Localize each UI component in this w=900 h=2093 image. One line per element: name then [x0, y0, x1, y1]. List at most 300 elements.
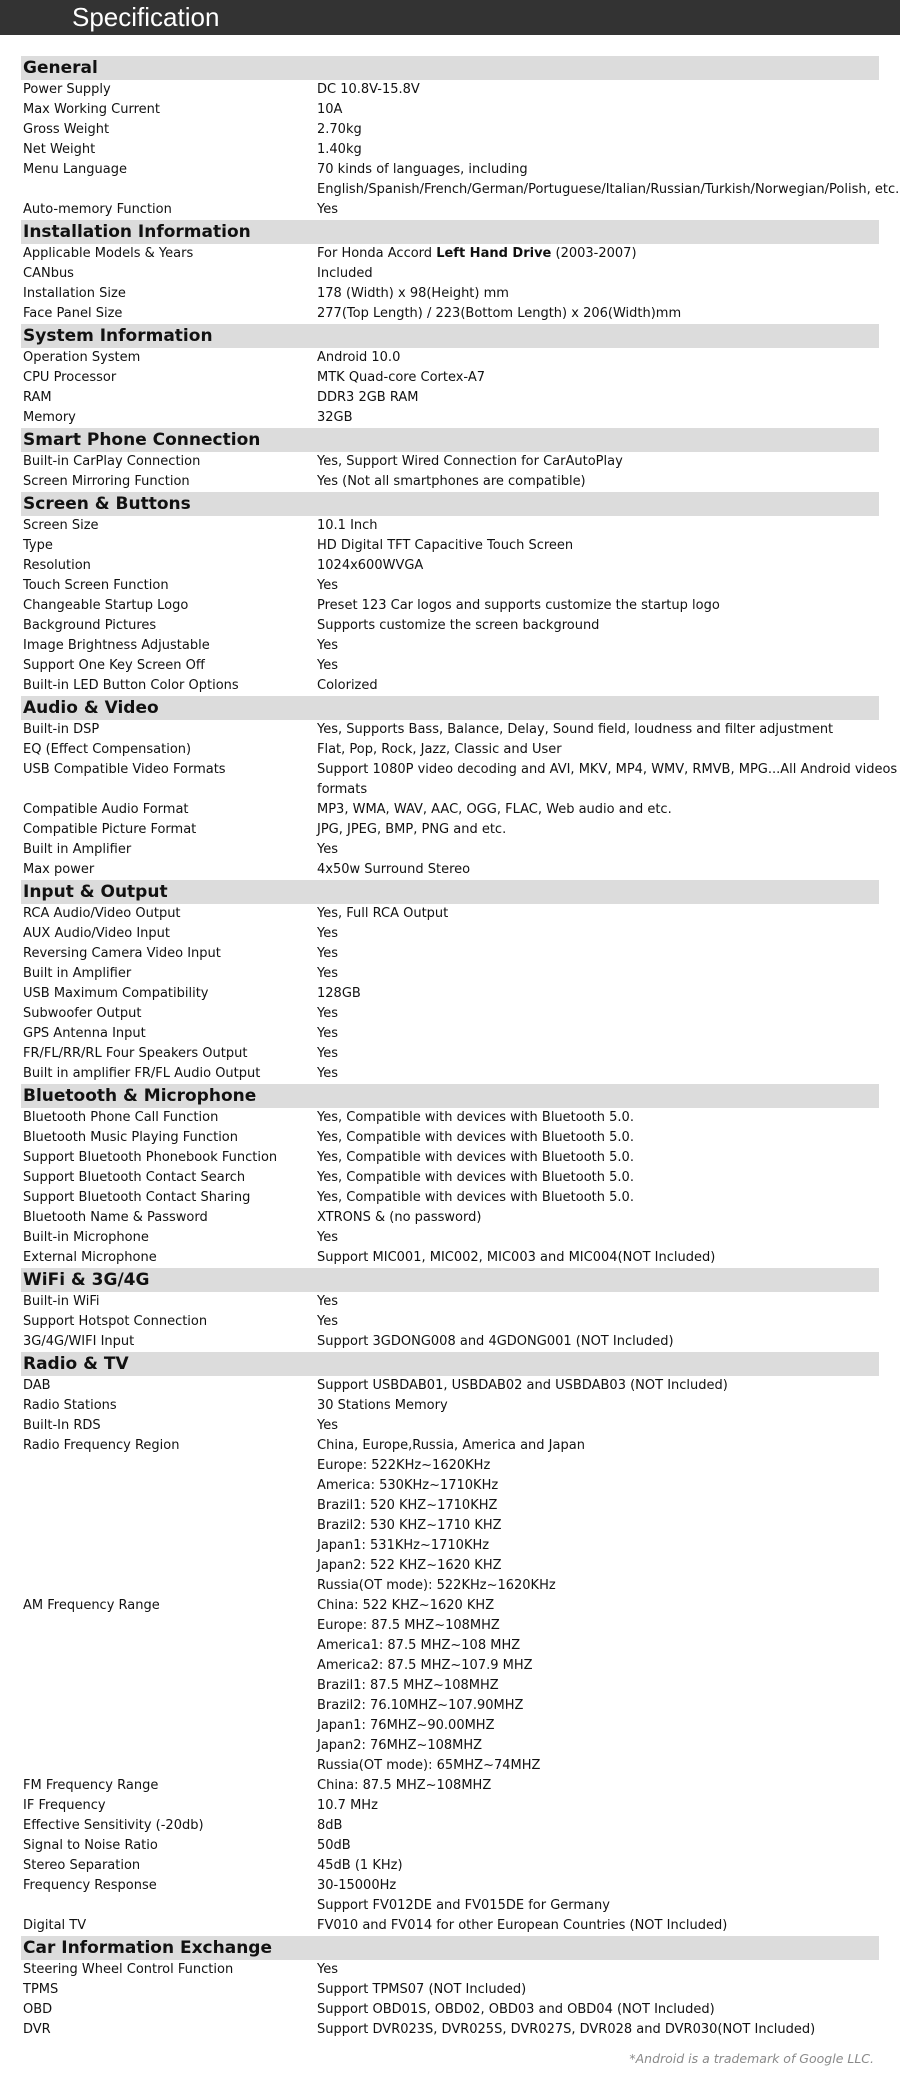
spec-row	[21, 1188, 879, 1208]
spec-value	[317, 472, 879, 492]
spec-value	[317, 1228, 879, 1248]
spec-row	[21, 984, 879, 1004]
spec-value-line: Colorized	[317, 678, 378, 693]
spec-value-line: Support 1080P video decoding and AVI, MKV, MP4, WMV, RMVB, MPG...All Android videos	[317, 762, 898, 777]
spec-label: Bluetooth Music Playing Function	[23, 1130, 239, 1145]
spec-row	[21, 556, 879, 576]
spec-value-line: 10A	[317, 102, 343, 117]
spec-value-line: Europe: 522KHz~1620KHz	[317, 1458, 491, 1473]
spec-label: USB Maximum Compatibility	[23, 986, 209, 1001]
spec-value	[317, 656, 879, 676]
spec-value	[317, 1396, 879, 1416]
spec-row	[21, 720, 879, 740]
spec-row	[21, 1776, 879, 1796]
spec-value	[317, 760, 897, 800]
spec-value	[317, 1596, 879, 1776]
spec-value-line: 50dB	[317, 1838, 351, 1853]
spec-value-line: Yes, Support Wired Connection for CarAutoPlay	[317, 454, 623, 469]
spec-value-line: Yes	[317, 926, 338, 941]
spec-value	[317, 1796, 879, 1816]
spec-value	[317, 1168, 879, 1188]
spec-row	[21, 120, 879, 140]
spec-value	[317, 1188, 879, 1208]
spec-label: FR/FL/RR/RL Four Speakers Output	[23, 1046, 248, 1061]
section-general	[21, 56, 900, 220]
section-screen-buttons	[21, 492, 879, 696]
spec-value-line: Brazil1: 87.5 MHZ~108MHZ	[317, 1678, 499, 1693]
spec-label: DAB	[23, 1378, 51, 1393]
spec-row	[21, 368, 879, 388]
spec-value	[317, 2020, 879, 2040]
spec-label: Effective Sensitivity (-20db)	[23, 1818, 204, 1833]
spec-row	[21, 200, 879, 220]
spec-label: Frequency Response	[23, 1878, 157, 1893]
spec-value-line: Russia(OT mode): 65MHZ~74MHZ	[317, 1758, 541, 1773]
spec-row	[21, 160, 900, 200]
spec-row	[21, 1228, 879, 1248]
spec-label: DVR	[23, 2022, 51, 2037]
spec-value	[317, 284, 879, 304]
spec-row	[21, 388, 879, 408]
spec-value	[317, 984, 879, 1004]
spec-row	[21, 656, 879, 676]
spec-row	[21, 348, 879, 368]
spec-value-line: Support MIC001, MIC002, MIC003 and MIC004(NOT Included)	[317, 1250, 716, 1265]
spec-label: Stereo Separation	[23, 1858, 141, 1873]
spec-value	[317, 100, 879, 120]
spec-label: USB Compatible Video Formats	[23, 762, 226, 777]
spec-label: Changeable Startup Logo	[23, 598, 189, 613]
spec-label: Type	[23, 538, 53, 553]
spec-row	[21, 1024, 879, 1044]
spec-label: EQ (Effect Compensation)	[23, 742, 192, 757]
spec-row	[21, 740, 879, 760]
spec-row	[21, 100, 879, 120]
specification-table	[21, 56, 900, 2040]
spec-value	[317, 1208, 879, 1228]
spec-value-line: 128GB	[317, 986, 361, 1001]
spec-label: Touch Screen Function	[23, 578, 169, 593]
section-heading: Smart Phone Connection	[21, 428, 879, 452]
spec-value-line: HD Digital TFT Capacitive Touch Screen	[317, 538, 574, 553]
spec-label: Compatible Picture Format	[23, 822, 197, 837]
spec-value-line: Yes	[317, 1418, 338, 1433]
spec-value-line: 178 (Width) x 98(Height) mm	[317, 286, 509, 301]
spec-label: Radio Frequency Region	[23, 1438, 180, 1453]
spec-label: Built-in CarPlay Connection	[23, 454, 201, 469]
section-installation-information	[21, 220, 879, 324]
spec-label: RCA Audio/Video Output	[23, 906, 181, 921]
spec-value-line: Yes	[317, 658, 338, 673]
spec-value-line: 45dB (1 KHz)	[317, 1858, 403, 1873]
spec-row	[21, 304, 879, 324]
spec-label: Signal to Noise Ratio	[23, 1838, 158, 1853]
spec-value-line: DDR3 2GB RAM	[317, 390, 419, 405]
spec-value-line: Preset 123 Car logos and supports customize the startup logo	[317, 598, 720, 613]
spec-value-line: Japan1: 76MHZ~90.00MHZ	[317, 1718, 495, 1733]
spec-value	[317, 244, 879, 264]
spec-row	[21, 1248, 879, 1268]
spec-row	[21, 1436, 879, 1596]
page-title: Specification	[72, 2, 220, 32]
spec-value	[317, 200, 879, 220]
spec-row	[21, 244, 879, 264]
spec-row	[21, 800, 879, 820]
spec-label: Steering Wheel Control Function	[23, 1962, 234, 1977]
spec-label: Built-in LED Button Color Options	[23, 678, 239, 693]
spec-value-line: China, Europe,Russia, America and Japan	[317, 1438, 585, 1453]
spec-value	[317, 944, 879, 964]
spec-value-line: Support DVR023S, DVR025S, DVR027S, DVR028 and DVR030(NOT Included)	[317, 2022, 816, 2037]
spec-label: Power Supply	[23, 82, 111, 97]
spec-value	[317, 1292, 879, 1312]
spec-row	[21, 1980, 879, 2000]
spec-value-line: Yes	[317, 1962, 338, 1977]
spec-value	[317, 1312, 879, 1332]
spec-value	[317, 304, 879, 324]
spec-row	[21, 904, 879, 924]
section-radio-tv	[21, 1352, 879, 1936]
spec-value-line: 10.7 MHz	[317, 1798, 378, 1813]
spec-value	[317, 160, 899, 200]
spec-row	[21, 676, 879, 696]
spec-row	[21, 1396, 879, 1416]
spec-value-line: America: 530KHz~1710KHz	[317, 1478, 499, 1493]
spec-row	[21, 1004, 879, 1024]
spec-row	[21, 596, 879, 616]
spec-value-line: Yes	[317, 842, 338, 857]
spec-value	[317, 1416, 879, 1436]
spec-row	[21, 1168, 879, 1188]
spec-label: Applicable Models & Years	[23, 246, 194, 261]
spec-row	[21, 576, 879, 596]
spec-value-line: Yes	[317, 1026, 338, 1041]
spec-value	[317, 1108, 879, 1128]
section-heading: Audio & Video	[21, 696, 879, 720]
spec-value	[317, 596, 879, 616]
footnote: *Android is a trademark of Google LLC.	[629, 2051, 874, 2066]
spec-row	[21, 1796, 879, 1816]
spec-value-line: English/Spanish/French/German/Portuguese/Italian/Russian/Turkish/Norwegian/Polish, etc.	[317, 182, 900, 197]
spec-value-line: Yes	[317, 578, 338, 593]
spec-value-line: Brazil2: 76.10MHZ~107.90MHZ	[317, 1698, 524, 1713]
spec-label: Image Brightness Adjustable	[23, 638, 210, 653]
spec-row	[21, 760, 898, 800]
spec-value	[317, 1816, 879, 1836]
spec-value	[317, 964, 879, 984]
spec-value	[317, 1148, 879, 1168]
spec-value-line: America2: 87.5 MHZ~107.9 MHZ	[317, 1658, 533, 1673]
spec-label: Max Working Current	[23, 102, 160, 117]
spec-value-line: formats	[317, 782, 368, 797]
spec-value	[317, 1916, 879, 1936]
spec-value-line: Yes, Full RCA Output	[317, 906, 449, 921]
spec-value	[317, 1376, 879, 1396]
spec-value-line: China: 87.5 MHZ~108MHZ	[317, 1778, 492, 1793]
spec-row	[21, 860, 879, 880]
spec-value	[317, 388, 879, 408]
spec-row	[21, 636, 879, 656]
spec-value-line: 32GB	[317, 410, 353, 425]
spec-row	[21, 1856, 879, 1876]
section-system-information	[21, 324, 879, 428]
spec-value-line: FV010 and FV014 for other European Countries (NOT Included)	[317, 1918, 728, 1933]
spec-value-line: 70 kinds of languages, including	[317, 162, 528, 177]
spec-row	[21, 408, 879, 428]
spec-value-line: 30-15000Hz	[317, 1878, 397, 1893]
spec-value-line: 1.40kg	[317, 142, 362, 157]
spec-value-line: 277(Top Length) / 223(Bottom Length) x 206(Width)mm	[317, 306, 682, 321]
spec-value-line: For Honda Accord Left Hand Drive (2003-2007)	[317, 246, 637, 261]
spec-value-line: Support USBDAB01, USBDAB02 and USBDAB03 (NOT Included)	[317, 1378, 728, 1393]
spec-label: Auto-memory Function	[23, 202, 172, 217]
spec-label: Subwoofer Output	[23, 1006, 142, 1021]
spec-row	[21, 284, 879, 304]
spec-value	[317, 1044, 879, 1064]
emphasis-text: Left Hand Drive	[436, 246, 552, 261]
spec-value-line: Yes, Compatible with devices with Bluetooth 5.0.	[317, 1170, 634, 1185]
spec-label: FM Frequency Range	[23, 1778, 159, 1793]
spec-value-line: Yes	[317, 946, 338, 961]
spec-row	[21, 1836, 879, 1856]
section-heading: Input & Output	[21, 880, 879, 904]
spec-value-line: Yes	[317, 1230, 338, 1245]
spec-value	[317, 636, 879, 656]
spec-row	[21, 1916, 879, 1936]
spec-row	[21, 2000, 879, 2020]
spec-value-line: JPG, JPEG, BMP, PNG and etc.	[317, 822, 507, 837]
spec-value	[317, 2000, 879, 2020]
spec-value-line: XTRONS & (no password)	[317, 1210, 482, 1225]
spec-value	[317, 536, 879, 556]
spec-value-line: Yes	[317, 1066, 338, 1081]
spec-label: Built in Amplifier	[23, 966, 132, 981]
spec-label: TPMS	[23, 1982, 59, 1997]
spec-label: Radio Stations	[23, 1398, 117, 1413]
spec-value-line: 10.1 Inch	[317, 518, 378, 533]
spec-value-line: Android 10.0	[317, 350, 401, 365]
spec-label: Compatible Audio Format	[23, 802, 189, 817]
spec-label: Support Bluetooth Phonebook Function	[23, 1150, 278, 1165]
spec-value	[317, 720, 879, 740]
spec-value	[317, 408, 879, 428]
spec-label: Built-in Microphone	[23, 1230, 149, 1245]
spec-label: Support One Key Screen Off	[23, 658, 205, 673]
spec-value	[317, 616, 879, 636]
spec-value-line: Support FV012DE and FV015DE for Germany	[317, 1898, 610, 1913]
spec-row	[21, 516, 879, 536]
spec-value-line: Support TPMS07 (NOT Included)	[317, 1982, 527, 1997]
spec-label: Background Pictures	[23, 618, 157, 633]
spec-value-line: Supports customize the screen background	[317, 618, 600, 633]
spec-value-line: Russia(OT mode): 522KHz~1620KHz	[317, 1578, 556, 1593]
spec-label: RAM	[23, 390, 52, 405]
spec-label: Support Hotspot Connection	[23, 1314, 208, 1329]
spec-value	[317, 924, 879, 944]
spec-value	[317, 120, 879, 140]
spec-value	[317, 576, 879, 596]
spec-label: AM Frequency Range	[23, 1598, 160, 1613]
spec-value	[317, 860, 879, 880]
spec-value	[317, 1836, 879, 1856]
spec-label: Built-In RDS	[23, 1418, 101, 1433]
spec-value	[317, 1876, 879, 1916]
spec-value-line: Yes, Compatible with devices with Bluetooth 5.0.	[317, 1130, 634, 1145]
spec-row	[21, 840, 879, 860]
spec-row	[21, 80, 879, 100]
spec-value	[317, 1128, 879, 1148]
spec-value	[317, 264, 879, 284]
spec-value-line: Flat, Pop, Rock, Jazz, Classic and User	[317, 742, 562, 757]
spec-row	[21, 1044, 879, 1064]
spec-value	[317, 740, 879, 760]
spec-label: Gross Weight	[23, 122, 110, 137]
spec-label: Support Bluetooth Contact Sharing	[23, 1190, 251, 1205]
spec-label: GPS Antenna Input	[23, 1026, 146, 1041]
spec-value	[317, 676, 879, 696]
section-heading: Car Information Exchange	[21, 1936, 879, 1960]
spec-value	[317, 1960, 879, 1980]
spec-value-line: Included	[317, 266, 373, 281]
spec-label: Reversing Camera Video Input	[23, 946, 221, 961]
spec-row	[21, 1376, 879, 1396]
spec-value-line: America1: 87.5 MHZ~108 MHZ	[317, 1638, 521, 1653]
spec-value-line: 30 Stations Memory	[317, 1398, 448, 1413]
spec-label: Support Bluetooth Contact Search	[23, 1170, 246, 1185]
spec-value	[317, 1024, 879, 1044]
spec-row	[21, 264, 879, 284]
spec-row	[21, 1332, 879, 1352]
section-heading: Bluetooth & Microphone	[21, 1084, 879, 1108]
spec-label: Resolution	[23, 558, 91, 573]
section-heading: Radio & TV	[21, 1352, 879, 1376]
spec-value-line: DC 10.8V-15.8V	[317, 82, 420, 97]
section-smart-phone-connection	[21, 428, 879, 492]
spec-value	[317, 556, 879, 576]
spec-value-line: Yes, Compatible with devices with Bluetooth 5.0.	[317, 1190, 634, 1205]
spec-value-line: Europe: 87.5 MHZ~108MHZ	[317, 1618, 500, 1633]
spec-label: AUX Audio/Video Input	[23, 926, 170, 941]
spec-value	[317, 516, 879, 536]
spec-label: Installation Size	[23, 286, 126, 301]
section-input-output	[21, 880, 879, 1084]
spec-value	[317, 1064, 879, 1084]
spec-row	[21, 2020, 879, 2040]
spec-row	[21, 1876, 879, 1916]
spec-value	[317, 452, 879, 472]
spec-label: Max power	[23, 862, 95, 877]
spec-value-line: 8dB	[317, 1818, 343, 1833]
spec-value-line: 2.70kg	[317, 122, 362, 137]
spec-label: Screen Mirroring Function	[23, 474, 190, 489]
spec-row	[21, 536, 879, 556]
section-heading: General	[21, 56, 879, 80]
spec-label: CANbus	[23, 266, 74, 281]
section-car-information-exchange	[21, 1936, 879, 2040]
spec-value	[317, 1980, 879, 2000]
spec-value	[317, 1004, 879, 1024]
spec-label: External Microphone	[23, 1250, 157, 1265]
spec-row	[21, 472, 879, 492]
spec-row	[21, 1108, 879, 1128]
spec-row	[21, 944, 879, 964]
spec-row	[21, 1596, 879, 1776]
spec-row	[21, 1292, 879, 1312]
spec-label: Built-in DSP	[23, 722, 100, 737]
spec-row	[21, 1208, 879, 1228]
spec-label: Operation System	[23, 350, 141, 365]
spec-value-line: Japan2: 522 KHZ~1620 KHZ	[317, 1558, 502, 1573]
header-bar	[0, 0, 900, 35]
spec-value-line: Yes	[317, 1046, 338, 1061]
spec-value-line: 4x50w Surround Stereo	[317, 862, 471, 877]
spec-value-line: Brazil1: 520 KHZ~1710KHZ	[317, 1498, 498, 1513]
spec-value	[317, 800, 879, 820]
spec-label: Built-in WiFi	[23, 1294, 100, 1309]
spec-value	[317, 904, 879, 924]
spec-row	[21, 820, 879, 840]
spec-label: Net Weight	[23, 142, 96, 157]
spec-row	[21, 924, 879, 944]
spec-row	[21, 140, 879, 160]
spec-label: 3G/4G/WIFI Input	[23, 1334, 135, 1349]
spec-value-line: Yes (Not all smartphones are compatible)	[317, 474, 586, 489]
spec-row	[21, 1416, 879, 1436]
spec-row	[21, 1064, 879, 1084]
spec-label: Bluetooth Name & Password	[23, 1210, 208, 1225]
spec-value-line: Yes	[317, 1314, 338, 1329]
spec-value	[317, 348, 879, 368]
spec-value-line: Yes	[317, 202, 338, 217]
section-heading: Screen & Buttons	[21, 492, 879, 516]
section-heading: System Information	[21, 324, 879, 348]
spec-label: Bluetooth Phone Call Function	[23, 1110, 219, 1125]
spec-value	[317, 80, 879, 100]
section-heading: WiFi & 3G/4G	[21, 1268, 879, 1292]
spec-value	[317, 140, 879, 160]
spec-label: OBD	[23, 2002, 53, 2017]
spec-value-line: Yes	[317, 638, 338, 653]
spec-value-line: Yes, Supports Bass, Balance, Delay, Sound field, loudness and filter adjustment	[317, 722, 834, 737]
spec-row	[21, 452, 879, 472]
spec-value	[317, 820, 879, 840]
spec-value	[317, 1332, 879, 1352]
section-heading: Installation Information	[21, 220, 879, 244]
spec-value-line: Yes	[317, 1294, 338, 1309]
spec-value	[317, 368, 879, 388]
spec-value-line: Yes	[317, 966, 338, 981]
spec-value	[317, 840, 879, 860]
section-wifi-3g-4g	[21, 1268, 879, 1352]
spec-row	[21, 1312, 879, 1332]
spec-row	[21, 1960, 879, 1980]
spec-label: Face Panel Size	[23, 306, 123, 321]
spec-label: Memory	[23, 410, 76, 425]
spec-value-line: Japan2: 76MHZ~108MHZ	[317, 1738, 483, 1753]
section-audio-video	[21, 696, 898, 880]
spec-value-line: MTK Quad-core Cortex-A7	[317, 370, 485, 385]
spec-row	[21, 1148, 879, 1168]
spec-value	[317, 1856, 879, 1876]
spec-label: Screen Size	[23, 518, 99, 533]
spec-value-line: Brazil2: 530 KHZ~1710 KHZ	[317, 1518, 502, 1533]
spec-row	[21, 1816, 879, 1836]
spec-value	[317, 1436, 879, 1596]
spec-value-line: MP3, WMA, WAV, AAC, OGG, FLAC, Web audio and etc.	[317, 802, 672, 817]
spec-row	[21, 964, 879, 984]
section-bluetooth-microphone	[21, 1084, 879, 1268]
spec-value-line: Support 3GDONG008 and 4GDONG001 (NOT Included)	[317, 1334, 674, 1349]
